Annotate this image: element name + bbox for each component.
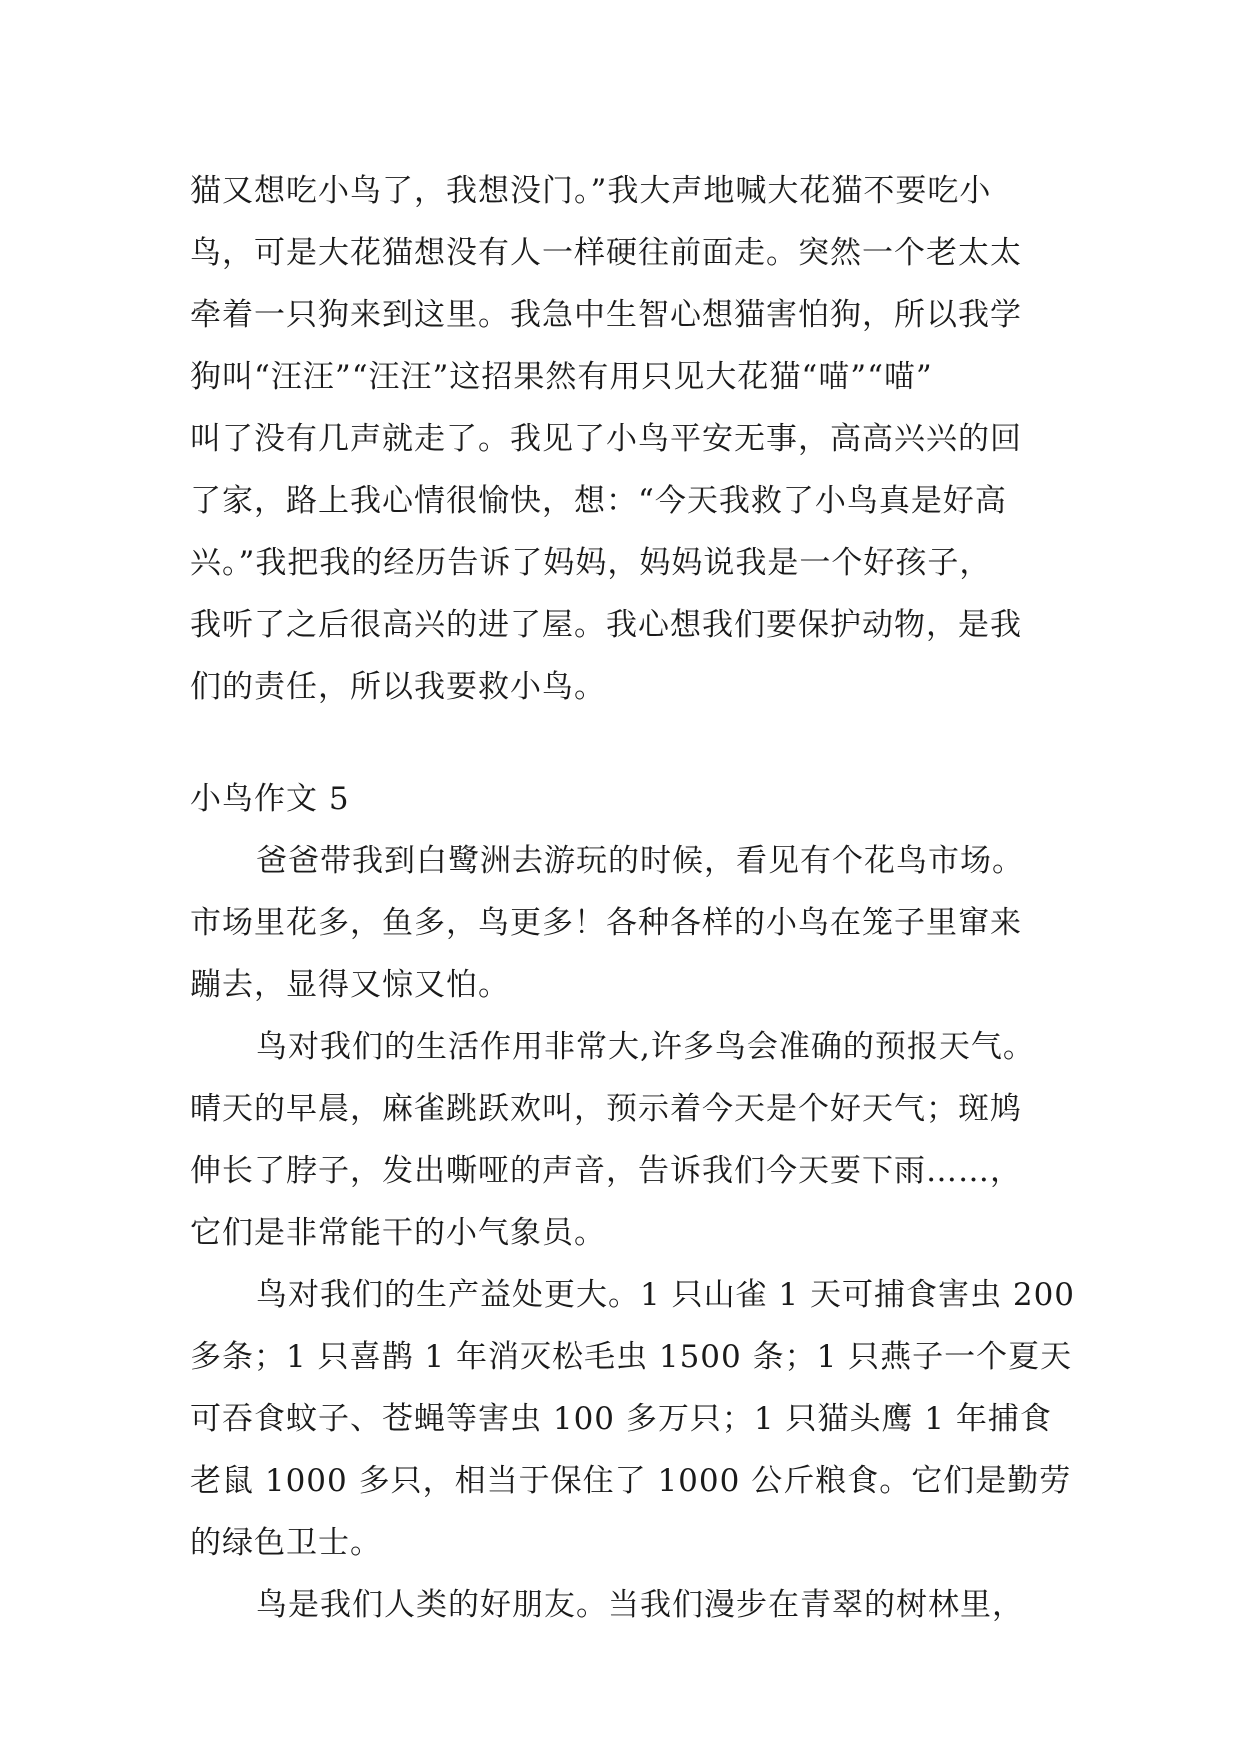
text-line: 蹦去，显得又惊又怕。 (190, 967, 510, 1003)
text-line: 鸟是我们人类的好朋友。当我们漫步在青翠的树林里， (256, 1587, 1024, 1623)
text-line: 的绿色卫士。 (190, 1525, 382, 1561)
text-line: 市场里花多，鱼多，鸟更多！各种各样的小鸟在笼子里窜来 (190, 905, 1022, 941)
text-line: 我听了之后很高兴的进了屋。我心想我们要保护动物，是我 (190, 607, 1022, 643)
paragraph-1 (190, 830, 1070, 1016)
text-line: 鸟对我们的生产益处更大。1 只山雀 1 天可捕食害虫 200 (256, 1277, 1076, 1313)
continued-paragraph (190, 160, 1070, 718)
text-line: 了家，路上我心情很愉快，想：“今天我救了小鸟真是好高 (190, 483, 1007, 519)
text-line: 兴。”我把我的经历告诉了妈妈，妈妈说我是一个好孩子， (190, 545, 992, 581)
text-line: 伸长了脖子，发出嘶哑的声音，告诉我们今天要下雨……， (190, 1153, 1022, 1189)
paragraph-3 (190, 1264, 1076, 1574)
text-line: 爸爸带我到白鹭洲去游玩的时候，看见有个花鸟市场。 (256, 843, 1024, 879)
text-line: 猫又想吃小鸟了，我想没门。”我大声地喊大花猫不要吃小 (190, 173, 992, 209)
text-line: 们的责任，所以我要救小鸟。 (190, 669, 606, 705)
text-line: 叫了没有几声就走了。我见了小鸟平安无事，高高兴兴的回 (190, 421, 1022, 457)
text-line: 可吞食蚊子、苍蝇等害虫 100 多万只；1 只猫头鹰 1 年捕食 (190, 1401, 1052, 1437)
text-line: 它们是非常能干的小气象员。 (190, 1215, 606, 1251)
paragraph-2 (190, 1016, 1070, 1264)
text-line: 狗叫“汪汪”“汪汪”这招果然有用只见大花猫“喵”“喵” (190, 359, 933, 395)
essay-title: 小鸟作文 5 (190, 781, 350, 817)
paragraph-4 (190, 1574, 1070, 1636)
text-line: 牵着一只狗来到这里。我急中生智心想猫害怕狗，所以我学 (190, 297, 1022, 333)
text-line: 多条；1 只喜鹊 1 年消灭松毛虫 1500 条；1 只燕子一个夏天 (190, 1339, 1073, 1375)
text-line: 鸟，可是大花猫想没有人一样硬往前面走。突然一个老太太 (190, 235, 1022, 271)
document-page (190, 160, 1076, 1636)
text-line: 晴天的早晨，麻雀跳跃欢叫，预示着今天是个好天气；斑鸠 (190, 1091, 1022, 1127)
text-line: 鸟对我们的生活作用非常大,许多鸟会准确的预报天气。 (256, 1029, 1035, 1065)
text-line: 老鼠 1000 多只，相当于保住了 1000 公斤粮食。它们是勤劳 (190, 1463, 1072, 1499)
